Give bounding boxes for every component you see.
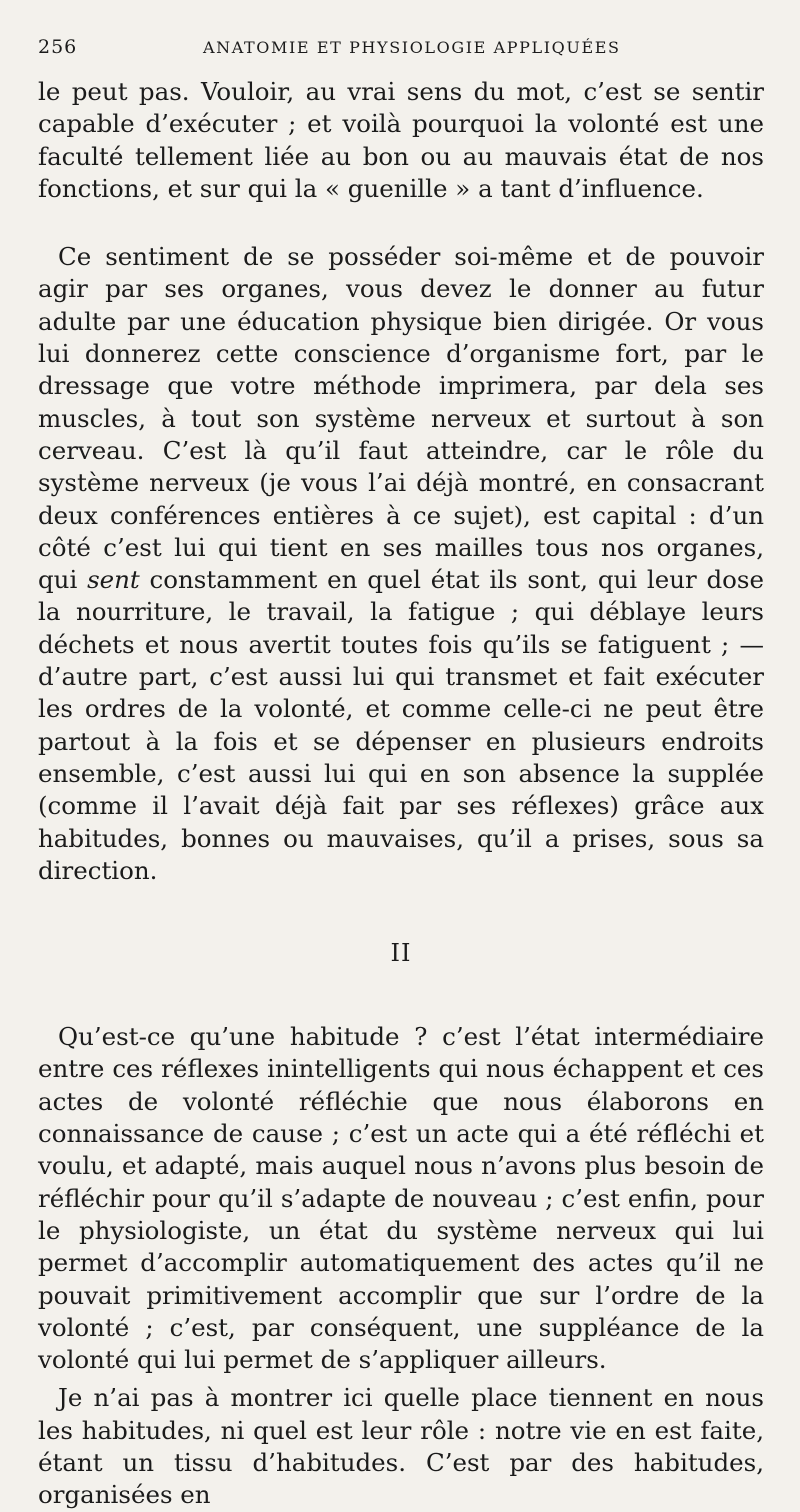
page-header: [38, 28, 764, 64]
paragraph-4: Je n’ai pas à montrer ici quelle place tiennent en nous les habitudes, ni quel est leur rôle : notre vie en est faite, étant un tissu d’habitudes. C’est par des habitudes, organisées en: [38, 1383, 764, 1510]
paragraph-3: Qu’est-ce qu’une habitude ? c’est l’état intermédiaire entre ces réflexes inintelligents qui nous échappent et ces actes de volonté réfléchie que nous élaborons en connaissance de cause ; c’est un acte qui a été réfléchi et voulu, et adapté, mais auquel nous n’avons plus besoin de réfléchir pour qu’il s’adapte de nouveau ; c’est enfin, pour le physiologiste, un état du système nerveux qui lui permet d’accomplir automatiquement des actes qu’il ne pouvait primitivement accomplir que sur l’ordre de la volonté ; c’est, par conséquent, une suppléance de la volonté qui lui permet de s’appliquer ailleurs.: [38, 1022, 764, 1375]
paragraph-2-text-b: constamment en quel état ils sont, qui leur dose la nourriture, le travail, la fatigue ; qui déblaye leurs déchets et nous avertit toutes fois qu’ils se fatiguent ; — d’autre part, c’est aussi lui qui transmet et fait exécuter les ordres de la volonté, et comme celle-ci ne peut être partout à la fois et se dépenser en plusieurs endroits ensemble, c’est aussi lui qui en son absence la supplée (comme il l’avait déjà fait par ses réflexes) grâce aux habitudes, bonnes ou mauvaises, qu’il a prises, sous sa direction.: [38, 565, 764, 885]
paragraph-2-emphasis: sent: [87, 565, 140, 595]
paragraph-2-text-a: Ce sentiment de se posséder soi-même et de pouvoir agir par ses organes, vous devez le donner au futur adulte par une éducation physique bien dirigée. Or vous lui donnerez cette conscience d’organisme fort, par le dressage que votre méthode imprimera, par dela ses muscles, à tout son système nerveux et surtout à son cerveau. C’est là qu’il faut atteindre, car le rôle du système nerveux (je vous l’ai déjà montré, en consacrant deux conférences entières à ce sujet), est capital : d’un côté c’est lui qui tient en ses mailles tous nos organes, qui: [38, 242, 764, 595]
running-title: ANATOMIE ET PHYSIOLOGIE APPLIQUÉES: [203, 38, 621, 57]
section-numeral: II: [390, 939, 412, 968]
paragraph-1: le peut pas. Vouloir, au vrai sens du mot, c’est se sentir capable d’exécuter ; et voilà pourquoi la volonté est une faculté tellement liée au bon ou au mauvais état de nos fonctions, et sur qui la « guenille » a tant d’influence.: [38, 77, 764, 203]
paragraph-2: [38, 241, 764, 887]
page-number: 256: [38, 36, 78, 58]
